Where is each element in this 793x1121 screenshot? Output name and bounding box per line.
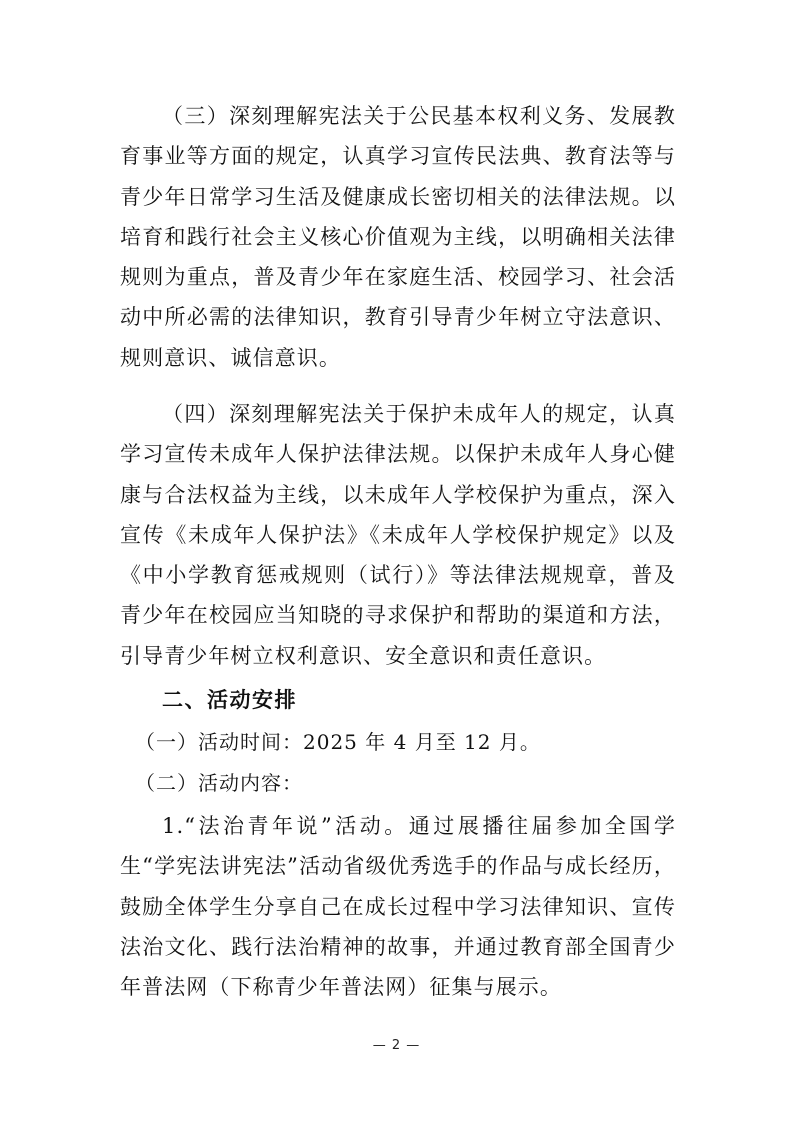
paragraph-text: 1.“法治青年说”活动。通过展播往届参加全国学生“学宪法讲宪法”活动省级优秀选手的作品与成长经历，鼓励全体学生分享自己在成长过程中学习法律知识、宣传法治文化、践行法治精神的故事，并通过教育部全国青少年普法网（下称青少年普法网）征集与展示。 bbox=[120, 814, 676, 1000]
section-heading: 二、活动安排 bbox=[162, 688, 297, 712]
activity-time-item: （一）活动时间：2025 年 4 月至 12 月。 bbox=[135, 730, 541, 754]
paragraph-section-4 bbox=[120, 394, 676, 676]
activity-content-item: （二）活动内容： bbox=[135, 771, 303, 795]
paragraph-text: （四）深刻理解宪法关于保护未成年人的规定，认真学习宣传未成年人保护法律法规。以保护未成年人身心健康与合法权益为主线，以未成年人学校保护为重点，深入宣传《未成年人保护法》《未成年人学校保护规定》以及《中小学教育惩戒规则（试行）》等法律法规规章，普及青少年在校园应当知晓的寻求保护和帮助的渠道和方法，引导青少年树立权利意识、安全意识和责任意识。 bbox=[120, 402, 676, 668]
page-number: — 2 — bbox=[372, 1038, 421, 1053]
paragraph-text: （三）深刻理解宪法关于公民基本权利义务、发展教育事业等方面的规定，认真学习宣传民法典、教育法等与青少年日常学习生活及健康成长密切相关的法律法规。以培育和践行社会主义核心价值观为主线，以明确相关法律规则为重点，普及青少年在家庭生活、校园学习、社会活动中所必需的法律知识，教育引导青少年树立守法意识、规则意识、诚信意识。 bbox=[120, 104, 676, 370]
paragraph-section-3 bbox=[120, 96, 676, 378]
paragraph-activity-1 bbox=[120, 806, 676, 1007]
